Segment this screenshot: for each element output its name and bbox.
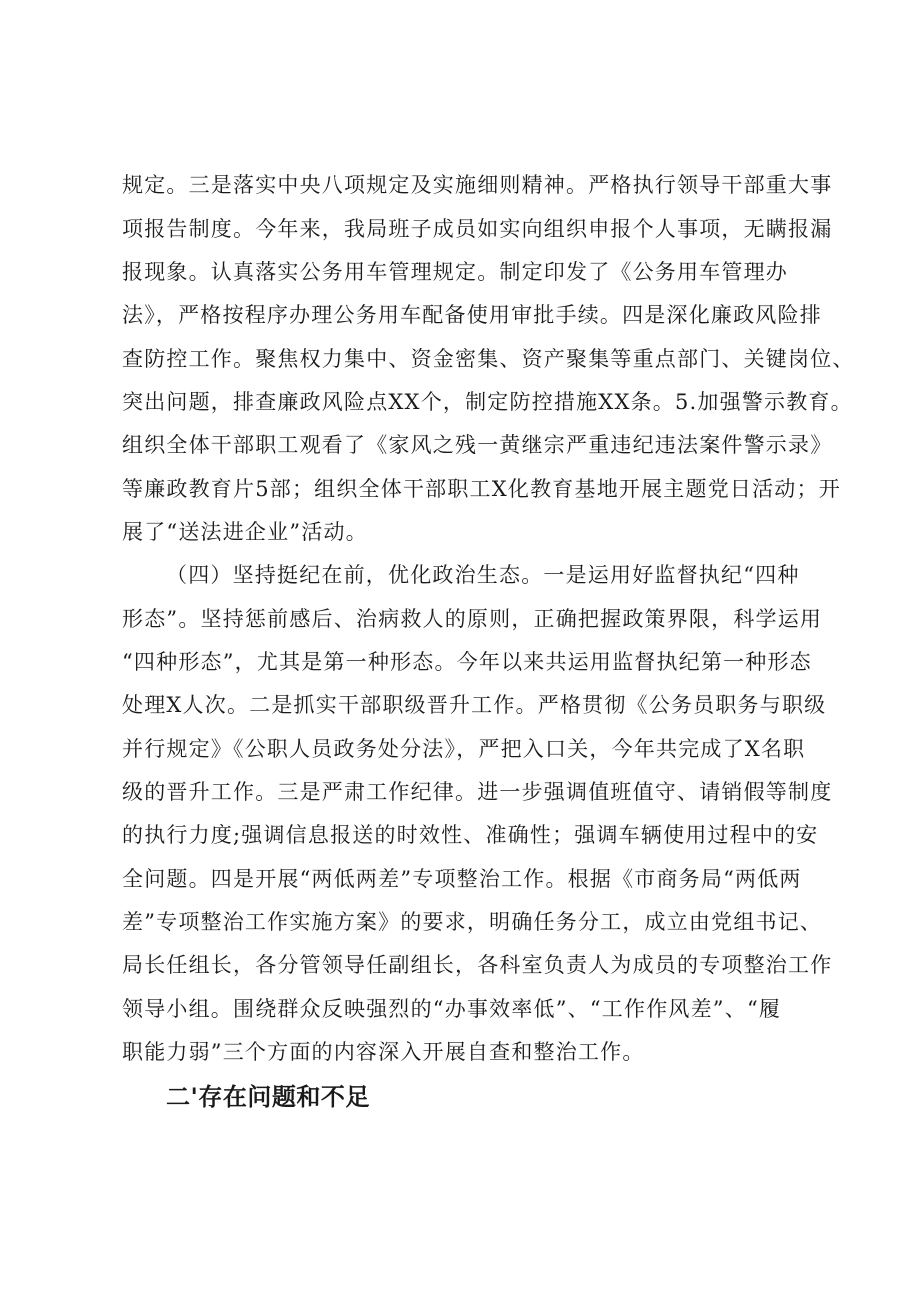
section-heading: 二'存在问题和不足 [166,1083,370,1111]
paragraph-four-first-line: （四）坚持挺纪在前，优化政治生态。一是运用好监督执纪“四种 [166,563,800,587]
text-line: 报现象。认真落实公务用车管理规定。制定印发了《公务用车管理办 [122,260,788,284]
text-line: 法》，严格按程序办理公务用车配备使用审批手续。四是深化廉政风险排 [122,303,822,327]
text-line: 展了“送法进企业”活动。 [122,520,368,544]
text-line: 规定。三是落实中央八项规定及实施细则精神。严格执行领导干部重大事 [122,173,833,197]
text-line: “四种形态”，尤其是第一种形态。今年以来共运用监督执纪第一种形态 [122,650,812,674]
text-line: 局长任组长，各分管领导任副组长，各科室负责人为成员的专项整治工作 [122,953,833,977]
text-line: 形态”。坚持惩前感后、治病救人的原则，正确把握政策界限，科学运用 [122,607,823,631]
text-line: 全问题。四是开展“两低两差”专项整治工作。根据《市商务局“两低两 [122,867,802,891]
text-line: 并行规定》《公职人员政务处分法》，严把入口关，今年共完成了X名职 [122,737,806,761]
text-line: 等廉政教育片5部；组织全体干部职工X化教育基地开展主题党日活动；开 [122,477,841,501]
text-line: 处理X人次。二是抓实干部职级晋升工作。严格贯彻《公务员职务与职级 [122,693,827,717]
text-line: 的执行力度;强调信息报送的时效性、准确性；强调车辆使用过程中的安 [122,823,819,847]
text-line: 职能力弱”三个方面的内容深入开展自查和整治工作。 [122,1040,645,1064]
text-line: 组织全体干部职工观看了《家风之残一黄继宗严重违纪违法案件警示录》 [122,433,833,457]
text-line: 差”专项整治工作实施方案》的要求，明确任务分工，成立由党组书记、 [122,910,823,934]
text-line: 查防控工作。聚焦权力集中、资金密集、资产聚集等重点部门、关键岗位、 [122,347,855,371]
text-line: 项报告制度。今年来，我局班子成员如实向组织申报个人事项，无瞒报漏 [122,217,833,241]
text-line: 级的晋升工作。三是严肃工作纪律。进一步强调值班值守、请销假等制度 [122,780,833,804]
text-line: 突出问题，排查廉政风险点XX个，制定防控措施XX条。5.加强警示教育。 [122,390,853,414]
text-line: 领导小组。围绕群众反映强烈的“办事效率低”、“工作作风差”、“履 [122,997,782,1021]
